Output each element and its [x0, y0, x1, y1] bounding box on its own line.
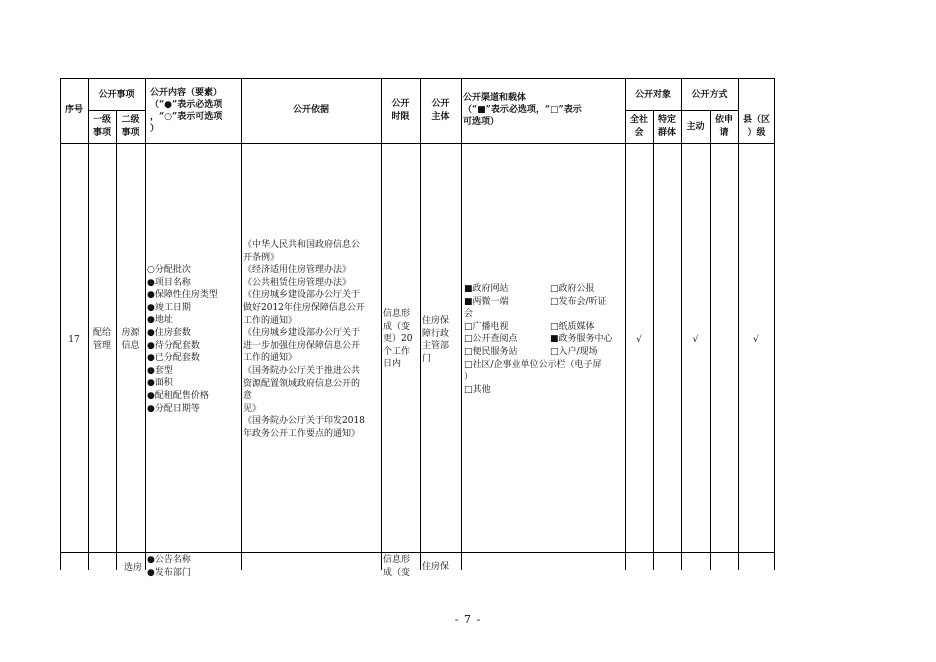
row17-content-item: ●竣工日期 — [147, 302, 191, 313]
channel-option: □社区/企事业单位公示栏（电子屏 — [464, 359, 602, 370]
header-seq: 序号 — [64, 105, 83, 115]
header-time-limit: 公开 时限 — [391, 99, 410, 122]
row17-active-check: √ — [692, 335, 699, 345]
row17-content-item: ●地址 — [147, 315, 173, 326]
channel-option: □广播电视 — [464, 321, 509, 332]
header-whole-society: 全社 会 — [629, 115, 648, 138]
header-channels: 公开渠道和载体 （“■”表示必选项，“□”表示 可选项） — [463, 93, 582, 127]
header-subject: 公开 主体 — [431, 99, 450, 122]
row17-subject: 住房保 障行政 主管部 门 — [422, 316, 450, 364]
row17-level2: 房源 信息 — [121, 328, 140, 351]
row17-content-item: ●分配日期等 — [147, 403, 200, 414]
channel-option: □发布会/听证 — [550, 296, 607, 307]
channel-option: □纸质媒体 — [550, 321, 595, 332]
row17-level1: 配给 管理 — [92, 328, 111, 351]
row17-channels — [464, 283, 624, 396]
row17-content-item: ●面积 — [147, 378, 173, 389]
header-on-request: 依申 请 — [714, 115, 733, 138]
header-content: 公开内容（要素） （“●”表示必选项 ，“○”表示可选项 ） — [150, 88, 223, 134]
header-items: 公开事项 — [98, 90, 135, 100]
header-active: 主动 — [686, 122, 705, 132]
row18-content-list — [147, 554, 241, 579]
header-method: 公开方式 — [691, 90, 728, 100]
row17-county-check: √ — [753, 335, 759, 345]
header-level2: 二级 事项 — [121, 115, 140, 138]
row17-whole-society-check: √ — [636, 335, 642, 345]
header-county: 县（区 ）级 — [742, 115, 770, 138]
channel-option: □入户/现场 — [550, 346, 598, 357]
channel-option: ■政府网站 — [464, 284, 509, 294]
row17-content-item: ●项目名称 — [147, 277, 191, 288]
row17-content-item: ●保障性住房类型 — [147, 290, 218, 301]
row17-basis: 《中华人民共和国政府信息公 开条例》 《经济适用住房管理办法》 《公共租赁住房管理办法》 《住房城乡建设部办公厅关于 做好2012年住房保障信息公开 工作的通知》 《住房城乡建设部办公厅关于 进一步加强住房保障信息公开 工作的通知》 《国务院办公厅关于推进公共 资源配置领域政府信息公开的 意 见》 《国务院办公厅关于印发2018 年政务公开工作要点的通知》 — [243, 240, 365, 439]
channel-option: ■两微一端 — [464, 296, 509, 307]
channel-option: □公开查阅点 — [464, 334, 518, 345]
row17-content-item: ●已分配套数 — [147, 353, 200, 364]
row17-content-item: ○分配批次 — [147, 265, 191, 275]
header-level1: 一级 事项 — [92, 115, 111, 138]
row18-level2: 选房 — [123, 563, 142, 573]
row17-time-limit: 信息形 成（变 更）20 个工作 日内 — [383, 309, 413, 370]
row17-content-item: ●待分配套数 — [147, 340, 200, 351]
row17-seq: 17 — [68, 335, 80, 345]
row17-content-item: ●套型 — [147, 365, 173, 376]
channel-option: □便民服务站 — [464, 346, 518, 357]
row18-clip — [60, 553, 774, 578]
header-basis: 公开依据 — [292, 105, 329, 115]
channel-option: ■政务服务中心 — [550, 334, 613, 345]
channel-option: □政府公报 — [550, 284, 595, 294]
header-audience: 公开对象 — [634, 90, 671, 100]
header-specific-group: 特定 群体 — [657, 115, 676, 138]
row17-content-list — [147, 264, 241, 415]
row18-time-limit: 信息形 成（变 — [383, 555, 411, 578]
channel-option: □其他 — [464, 384, 491, 395]
row17-content-item: ●住房套数 — [147, 327, 191, 338]
page-number: - 7 - — [454, 613, 482, 626]
channel-option: 会 — [464, 309, 474, 320]
row18-content-item: ●公告名称 — [147, 555, 191, 565]
row18-subject: 住房保 — [422, 562, 450, 572]
channel-option: ） — [464, 372, 474, 383]
row18-content-item: ●发布部门 — [147, 567, 191, 578]
row17-content-item: ●配租配售价格 — [147, 390, 209, 401]
